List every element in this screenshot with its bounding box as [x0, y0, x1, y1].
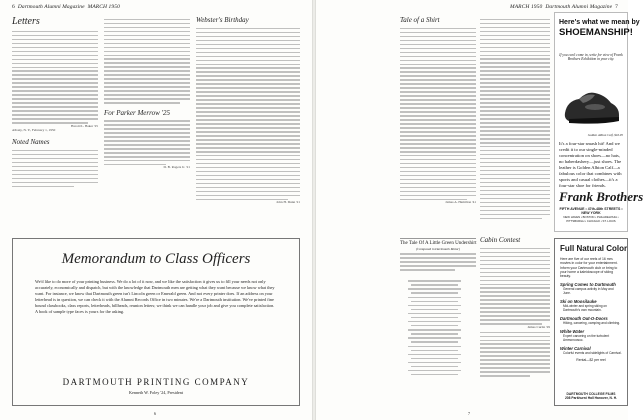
letters-column — [12, 16, 98, 234]
tale-column-2 — [480, 16, 550, 234]
color-ad-title: Full Natural Color — [560, 244, 628, 253]
cabin-signature: James Curtin '29 — [527, 324, 550, 329]
websters-signature: John H. Dunn '21 — [276, 200, 300, 205]
printing-company-ad — [12, 238, 300, 406]
websters-heading: Webster's Birthday — [196, 16, 249, 24]
color-ad-intro: Here are five of our reels of 16 mm. movies in color for your entertainment. Inform your Dartmouth club or bring to your home a kaleidoscope of skiing beauty. — [560, 257, 618, 279]
shoe-caption: Golden Albion Calf, $16.95 — [587, 133, 623, 137]
film-item: Winter Carnival Colorful events and sidelights of Carnival. — [560, 346, 622, 356]
right-page-number: 7 — [468, 411, 470, 416]
shoe-ad-headline: Here's what we mean by SHOEMANSHIP! — [559, 19, 640, 38]
right-running-head: MARCH 1950 Dartmouth Alumni Magazine 7 — [510, 4, 618, 10]
color-ad-footer: DARTMOUTH COLLEGE FILMS 208 Parkhurst Hall Hanover, N. H. — [564, 391, 618, 400]
film-item: Ski on Moosilauke Mid-winter and spring skiing on Dartmouth's own mountain. — [560, 299, 607, 313]
poem-credit: (Composed in Dartmouth Motor) — [416, 246, 460, 251]
film-item: Dartmouth Out-O-Doors Hiking, canoeing, camping and climbing. — [560, 316, 621, 326]
left-running-head: 6 Dartmouth Alumni Magazine MARCH 1950 — [12, 4, 120, 10]
college-films-ad — [554, 238, 628, 406]
frank-brothers-cities: NEW HAVEN • BOSTON • PHILADELPHIA • PITTSBURGH • CHICAGO • ST. LOUIS — [563, 215, 619, 223]
memo-president: Kenneth W. Foley '24, President — [128, 390, 184, 395]
letters-place: Albany, N. Y., February 1, 1950 — [12, 127, 56, 132]
right-page — [316, 0, 643, 420]
for-parker-signature: D. B. Rogers Jr. '21 — [163, 165, 190, 170]
memo-company: DARTMOUTH PRINTING COMPANY — [62, 377, 250, 387]
websters-column — [196, 16, 300, 234]
frank-brothers-logo: Frank Brothers — [559, 189, 643, 204]
frank-brothers-ad — [554, 12, 643, 232]
shoe-ad-copy: It's a four-star smash hit! And we credit it to our single-minded concentration on shoes—no hats, no haberdashery—just shoes. The leather is Golden Albion Calf—a fabulous color that combines with sports and casual clothes—it's a four-star shoe for friends. — [559, 141, 622, 188]
letters-column-2 — [104, 16, 190, 234]
noted-names-heading: Noted Names — [12, 138, 50, 147]
tale-signature: James A. Hamilton '41 — [445, 200, 476, 205]
cabin-column — [480, 236, 550, 408]
rental-price: Rental—$2 per reel — [576, 358, 606, 363]
poem-dedication — [400, 253, 476, 277]
memo-body: We'd like to do more of your printing business. We do a lot of it now, and we like the satisfaction it gives us to fill your needs not only accurately, economically and dispatch, but with the knowledge that Dartmouth men are getting what they want because we know what they want. For instance, we know that Dartmouth green isn't Lincoln green or Emerald green. And not every printer does. If an address on your letterhead is in question, we can check it with the Alumni Records Office in two minutes. We're a Dartmouth institution. We've printed fine bound classbooks, class reports, letterheads, billheads, reunion letters; we think we can handle your job and give you complete satisfaction. A book of sample type faces is yours for the asking. — [35, 279, 275, 314]
for-parker-heading: For Parker Merrow '25 — [104, 108, 170, 117]
right-page-margin-column — [324, 16, 396, 406]
left-page-number: 6 — [154, 411, 156, 416]
memo-title: Memorandum to Class Officers — [61, 251, 251, 267]
tale-heading: Tale of a Shirt — [400, 16, 440, 24]
shoe-ad-subline: If you can't come in, write for view of Frank Brothers Exhibition in your city. — [559, 53, 623, 62]
tale-column — [400, 16, 476, 234]
left-page — [0, 0, 312, 420]
film-item: Spring Comes to Dartmouth General campus activity in May and June. — [560, 282, 616, 296]
letters-heading: Letters — [12, 16, 40, 27]
poem-box — [400, 236, 476, 408]
film-item: White Water Expert canoeing on the turbulent Ammonoosuc. — [560, 329, 610, 343]
frank-brothers-address: FIFTH AVENUE • 47th-48th STREETS • NEW YORK — [559, 207, 623, 216]
letters-signature: Harold L. Baker '25 — [71, 123, 98, 128]
shoe-image — [561, 73, 623, 131]
cabin-heading: Cabin Contest — [480, 236, 521, 244]
poem-title: The Tale Of A Little Green Undershirt — [400, 240, 477, 246]
poem-stanzas — [400, 280, 476, 408]
